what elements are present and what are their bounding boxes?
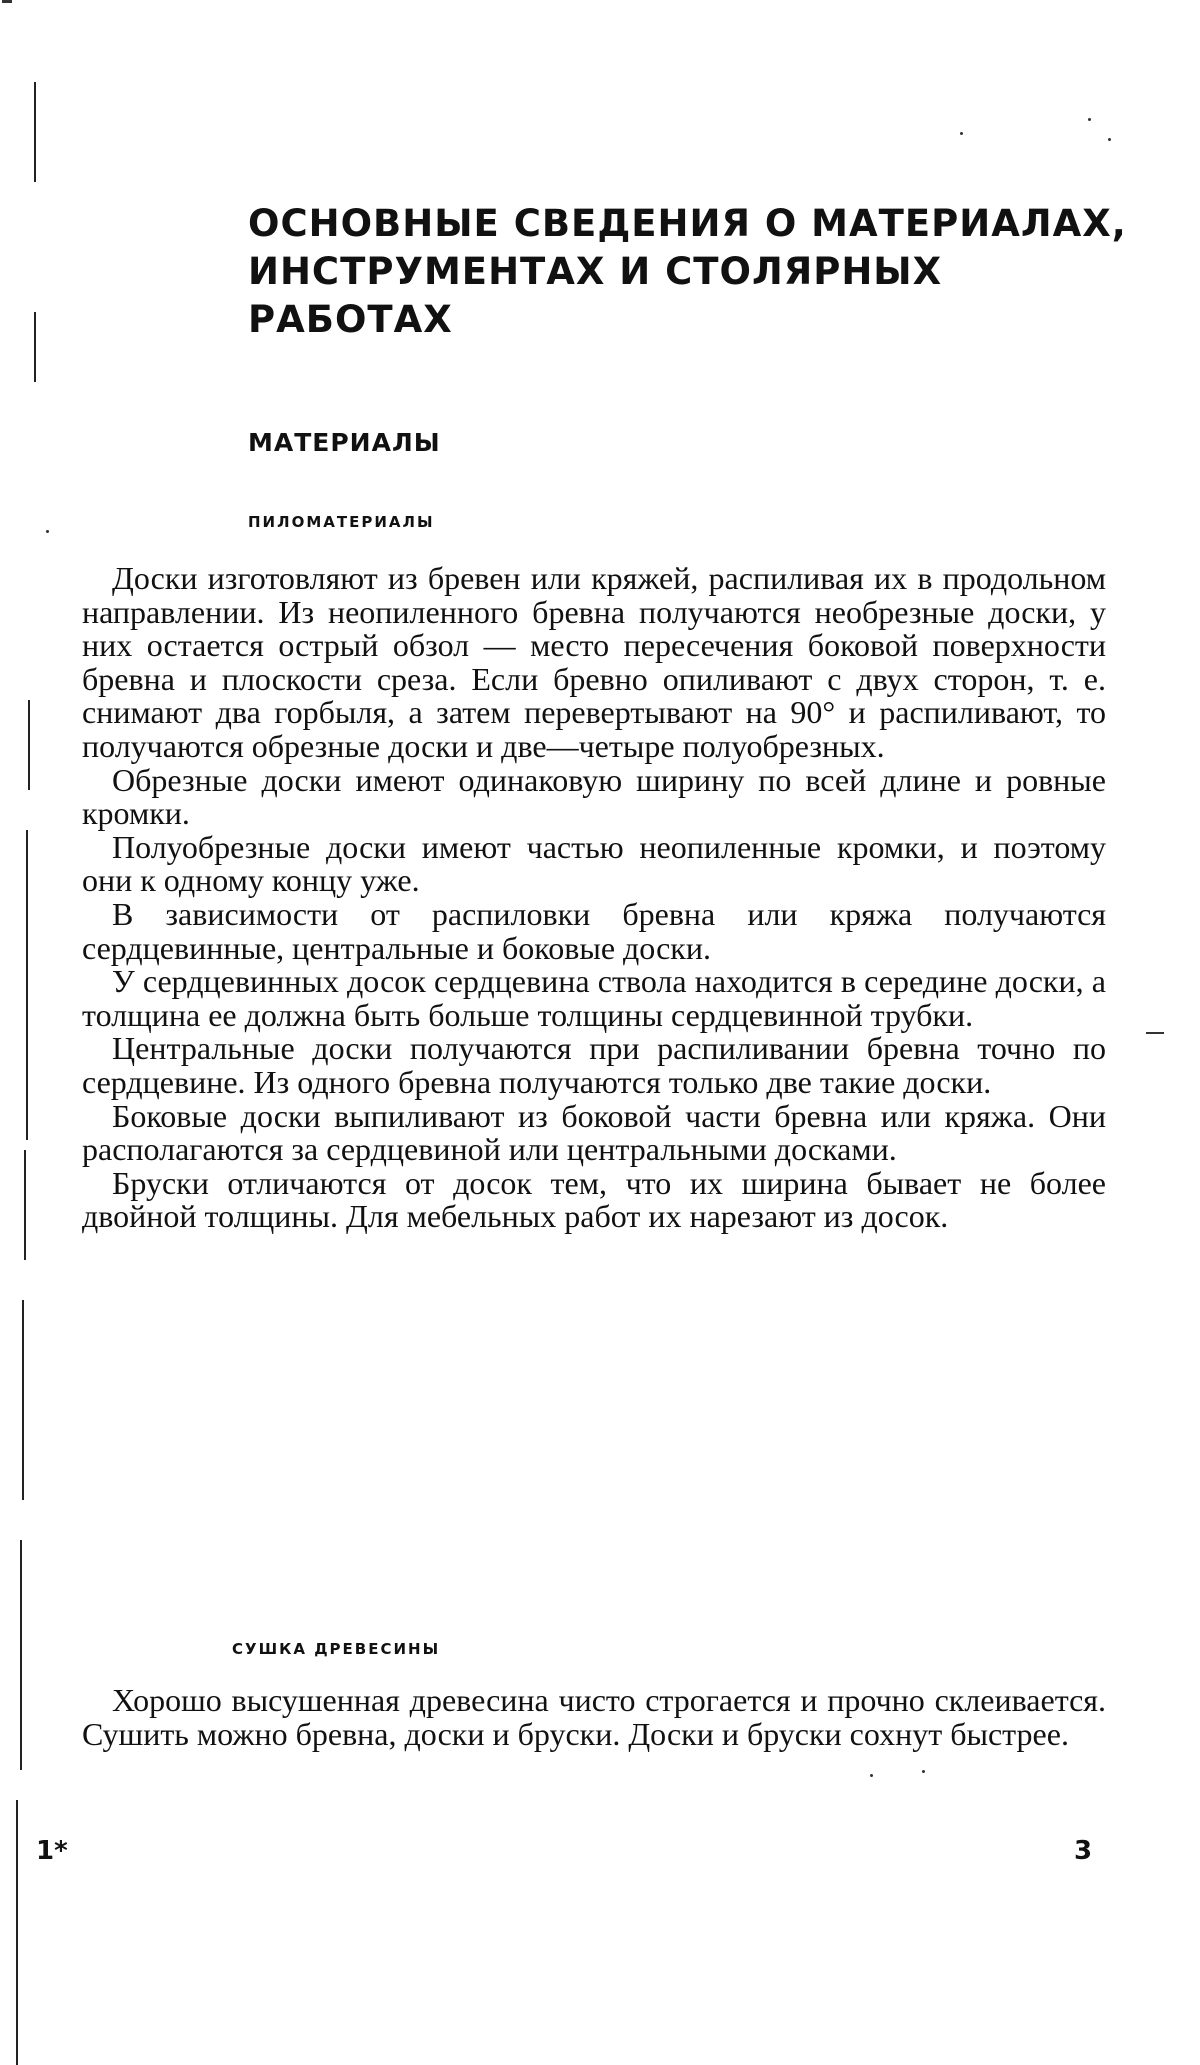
subsection-heading: СУШКА ДРЕВЕСИНЫ <box>232 1640 441 1658</box>
scan-margin-line <box>24 1150 26 1260</box>
scan-margin-line <box>22 1300 24 1500</box>
scan-speck <box>1146 1032 1164 1034</box>
chapter-title-line: РАБОТАХ <box>248 298 453 341</box>
scan-speck <box>870 1774 873 1777</box>
scan-speck <box>1088 118 1091 121</box>
paragraph: Боковые доски выпиливают из боковой части бревна или кряжа. Они располагаются за сердцевиной или центральными досками. <box>82 1097 1106 1168</box>
subsection-heading: ПИЛОМАТЕРИАЛЫ <box>248 513 435 531</box>
paragraph: Центральные доски получаются при распиливании бревна точно по сердцевине. Из одного бревна получаются только две такие доски. <box>82 1030 1106 1100</box>
scan-speck <box>922 1770 925 1773</box>
paragraph: Доски изготовляют из бревен или кряжей, распиливая их в продольном направлении. Из неопиленного бревна получаются необрезные доски, у них остается острый обзол — место пересечения боковой поверхности бревна и плоскости среза. Если бревно опиливают с двух сторон, т. е. снимают два горбыля, а затем перевертывают на 90° и распиливают, то получаются обрезные доски и две—четыре полуобрезных. <box>82 560 1106 764</box>
scan-speck <box>46 530 49 533</box>
subsection-body <box>82 1684 1106 1751</box>
scan-margin-line <box>16 1800 18 2065</box>
chapter-title <box>248 200 1128 344</box>
scan-margin-line <box>26 830 28 1140</box>
scan-speck <box>2 0 12 3</box>
paragraph: Хорошо высушенная древесина чисто строгается и прочно склеивается. Сушить можно бревна, доски и бруски. Доски и бруски сохнут быстрее. <box>82 1682 1106 1752</box>
scan-margin-line <box>34 312 36 382</box>
signature-mark: 1* <box>36 1836 68 1866</box>
paragraph: Обрезные доски имеют одинаковую ширину по всей длине и ровные кромки. <box>82 761 1106 832</box>
scan-margin-line <box>20 1540 22 1770</box>
paragraph: В зависимости от распиловки бревна или кряжа получаются сердцевинные, центральные и боковые доски. <box>82 895 1106 966</box>
page-number: 3 <box>1074 1836 1093 1866</box>
paragraph: У сердцевинных досок сердцевина ствола находится в середине доски, а толщина ее должна быть больше толщины сердцевинной трубки. <box>82 963 1106 1033</box>
subsection-body <box>82 562 1106 1234</box>
paragraph: Бруски отличаются от досок тем, что их ширина бывает не более двойной толщины. Для мебельных работ их нарезают из досок. <box>82 1164 1106 1235</box>
paragraph: Полуобрезные доски имеют частью неопиленные кромки, и поэтому они к одному концу уже. <box>82 828 1106 899</box>
scan-speck <box>1108 138 1111 141</box>
scan-margin-line <box>34 82 36 182</box>
scan-speck <box>960 132 963 135</box>
section-heading: МАТЕРИАЛЫ <box>248 428 441 457</box>
scan-margin-line <box>28 700 30 790</box>
chapter-title-line: ОСНОВНЫЕ СВЕДЕНИЯ О МАТЕРИАЛАХ, <box>248 202 1127 245</box>
chapter-title-line: ИНСТРУМЕНТАХ И СТОЛЯРНЫХ <box>248 250 943 293</box>
